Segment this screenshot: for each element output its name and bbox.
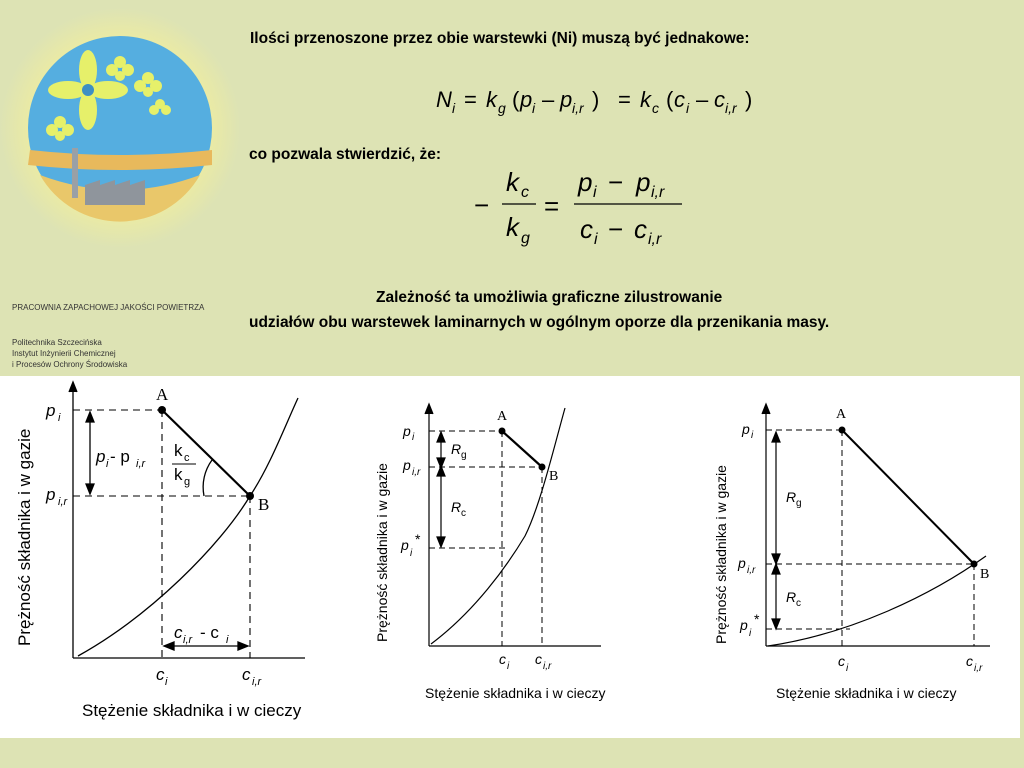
ratio-p2: p bbox=[636, 167, 651, 197]
tick-pstar: p bbox=[401, 537, 409, 553]
eq-equals: = bbox=[464, 87, 477, 112]
tick-pstar-sub: i bbox=[749, 628, 752, 639]
tick-pir-sub: i,r bbox=[58, 496, 68, 508]
ratio-k-top: k bbox=[174, 441, 183, 460]
ratio-k-top: k bbox=[506, 167, 519, 197]
delta-c-sub2: i bbox=[226, 634, 229, 646]
eq-minus2: – bbox=[696, 87, 709, 112]
ratio-equation bbox=[470, 160, 700, 255]
point-a-label: A bbox=[497, 409, 508, 424]
ratio-sub-i2: i bbox=[594, 231, 598, 248]
rg-label: R bbox=[786, 489, 797, 505]
x-axis-label: Stężenie składnika i w cieczy bbox=[82, 701, 302, 720]
statement-resistance: udziałów obu warstewek laminarnych w ogólnym oporze dla przenikania masy. bbox=[249, 314, 830, 331]
ratio-c1: c bbox=[580, 214, 593, 244]
eq-symbol-n: N bbox=[436, 87, 452, 112]
tick-ci-sub: i bbox=[165, 676, 168, 688]
eq-sub-ir: i,r bbox=[572, 100, 584, 116]
ratio-k-bottom: k bbox=[506, 212, 519, 242]
tick-pstar: p bbox=[740, 617, 748, 633]
eq-c2: c bbox=[714, 87, 725, 112]
tick-pir: p bbox=[738, 555, 746, 571]
tick-ci-sub: i bbox=[507, 661, 510, 672]
tick-cir-sub: i,r bbox=[543, 661, 552, 672]
svg-text:(: ( bbox=[512, 87, 520, 112]
eq-sub-ir2: i,r bbox=[725, 100, 737, 116]
eq-k: k bbox=[486, 87, 497, 112]
tick-pi: p bbox=[403, 423, 411, 439]
x-axis-label: Stężenie składnika i w cieczy bbox=[425, 685, 606, 701]
rg-sub: g bbox=[796, 498, 802, 509]
flux-equation bbox=[420, 80, 800, 120]
ratio-minus: − bbox=[474, 190, 490, 220]
tick-pir-sub: i,r bbox=[412, 467, 421, 478]
rc-label: R bbox=[451, 499, 462, 515]
statement-graphical: Zależność ta umożliwia graficzne zilustrowanie bbox=[376, 289, 723, 306]
ratio-sub-c: c bbox=[521, 184, 529, 201]
tick-pstar-star: * bbox=[415, 531, 421, 547]
tick-pir: p bbox=[46, 485, 56, 504]
x-axis-label: Stężenie składnika i w cieczy bbox=[776, 685, 957, 701]
eq-equals2: = bbox=[618, 87, 631, 112]
tick-pstar-star: * bbox=[754, 611, 760, 627]
diagram-3 bbox=[690, 376, 1020, 738]
eq-minus: – bbox=[542, 87, 555, 112]
delta-c-label: c bbox=[174, 623, 183, 642]
tick-ci: c bbox=[156, 665, 165, 684]
tick-cir: c bbox=[242, 665, 251, 684]
tick-cir: c bbox=[966, 653, 973, 669]
university-name: Politechnika Szczecińska bbox=[12, 338, 102, 347]
department-name: i Procesów Ochrony Środowiska bbox=[12, 360, 128, 369]
eq-sub-i: i bbox=[452, 100, 456, 116]
tick-pir: p bbox=[403, 457, 411, 473]
eq-sub-i3: i bbox=[686, 100, 690, 116]
point-a-label: A bbox=[156, 385, 169, 404]
statement-equal-fluxes: Ilości przenoszone przez obie warstewki (Ni) muszą być jednakowe: bbox=[250, 30, 750, 47]
y-axis-label: Prężność składnika i w gazie bbox=[374, 463, 390, 642]
eq-c: c bbox=[674, 87, 685, 112]
y-axis-label: Prężność składnika i w gazie bbox=[713, 465, 729, 644]
ratio-k-bottom: k bbox=[174, 465, 183, 484]
ratio-sub-g: g bbox=[521, 230, 530, 247]
ratio-sub-c: c bbox=[184, 452, 190, 464]
ratio-sub-g: g bbox=[184, 476, 191, 488]
ratio-p1: p bbox=[578, 167, 593, 197]
tick-pi: p bbox=[742, 421, 750, 437]
diagram-2 bbox=[345, 376, 690, 738]
rc-label: R bbox=[786, 589, 797, 605]
rc-sub: c bbox=[796, 598, 801, 609]
ratio-minus2: − bbox=[608, 167, 624, 197]
eq-sub-g: g bbox=[498, 100, 506, 116]
tick-ci: c bbox=[838, 653, 845, 669]
rg-sub: g bbox=[461, 450, 467, 461]
tick-cir: c bbox=[535, 651, 542, 667]
eq-p: p bbox=[520, 87, 533, 112]
tick-cir-sub: i,r bbox=[252, 676, 262, 688]
diagram-1 bbox=[0, 376, 345, 738]
svg-text:): ) bbox=[592, 87, 600, 112]
ratio-c2: c bbox=[634, 214, 647, 244]
logo bbox=[0, 0, 240, 300]
eq-sub-c: c bbox=[652, 100, 659, 116]
svg-text:): ) bbox=[745, 87, 753, 112]
delta-c-sub: i,r bbox=[183, 634, 193, 646]
tick-ci-sub: i bbox=[846, 663, 849, 674]
eq-p2: p bbox=[560, 87, 573, 112]
tick-pi-sub: i bbox=[58, 412, 61, 424]
tick-pir-sub: i,r bbox=[747, 565, 756, 576]
point-b-label: B bbox=[549, 469, 559, 484]
rc-sub: c bbox=[461, 508, 466, 519]
rg-label: R bbox=[451, 441, 462, 457]
ratio-sub-i1: i bbox=[593, 184, 597, 201]
point-a-label: A bbox=[836, 407, 847, 422]
eq-sub-i2: i bbox=[532, 100, 536, 116]
tick-pi-sub: i bbox=[751, 430, 754, 441]
delta-p-minus: - p bbox=[110, 447, 130, 466]
lab-name: PRACOWNIA ZAPACHOWEJ JAKOŚCI POWIETRZA bbox=[12, 303, 205, 312]
tick-pi-sub: i bbox=[412, 432, 415, 443]
tick-cir-sub: i,r bbox=[974, 663, 983, 674]
y-axis-label: Prężność składnika i w gazie bbox=[15, 428, 34, 646]
tick-pi: p bbox=[46, 401, 56, 420]
eq-k2: k bbox=[640, 87, 651, 112]
tick-pstar-sub: i bbox=[410, 548, 413, 559]
statement-conclusion: co pozwala stwierdzić, że: bbox=[249, 146, 442, 163]
ratio-equals: = bbox=[544, 191, 560, 221]
ratio-sub-ir1: i,r bbox=[651, 184, 665, 201]
ratio-minus3: − bbox=[608, 214, 624, 244]
svg-text:(: ( bbox=[666, 87, 674, 112]
point-b-label: B bbox=[258, 495, 270, 514]
delta-p-sub2: i,r bbox=[136, 458, 146, 470]
ratio-sub-ir2: i,r bbox=[648, 231, 662, 248]
point-b-label: B bbox=[980, 567, 990, 582]
delta-c-minus: - c bbox=[200, 623, 219, 642]
tick-ci: c bbox=[499, 651, 506, 667]
institute-name: Instytut Inżynierii Chemicznej bbox=[12, 349, 116, 358]
delta-p-sub: i bbox=[106, 458, 109, 470]
delta-p-label: p bbox=[96, 447, 106, 466]
